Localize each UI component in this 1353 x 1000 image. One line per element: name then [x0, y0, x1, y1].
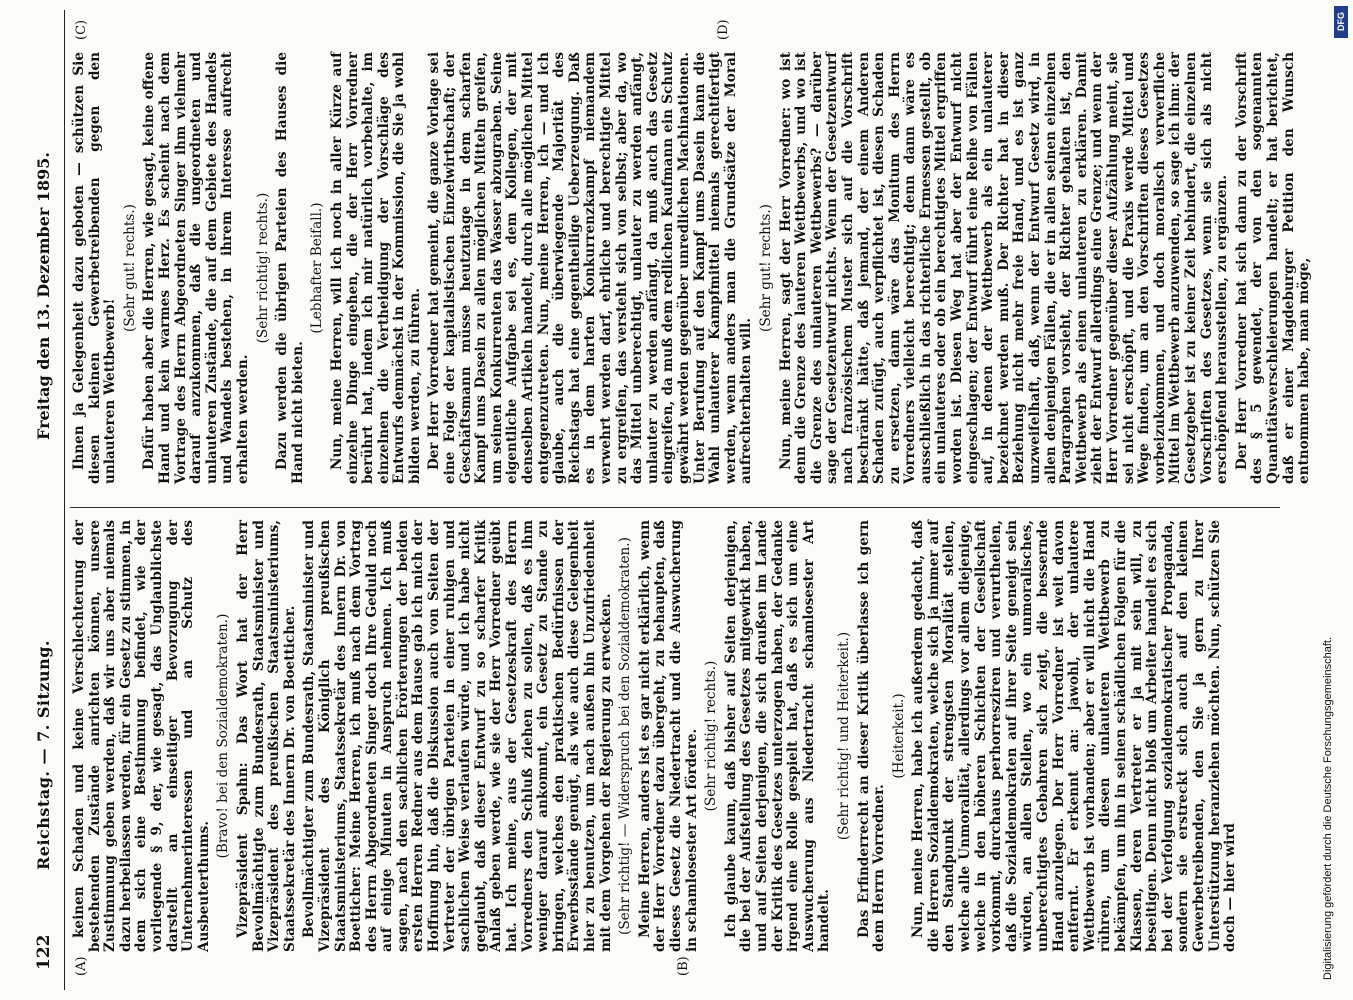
paragraph: Ich glaube kaum, daß bisher auf Seiten derjenigen, die bei der Aufstellung des Gesetzes mitgewirkt haben, und auf Seiten derjenigen, die sich draußen im Lande der Kritik des Gesetzes unterzogen haben, der Gedanke irgend eine Rolle gespielt hat, daß es sich um eine Auswucherung aus Niedertracht schamlosester Art handelt.	[722, 520, 833, 952]
interjection: (Sehr richtig! rechts.)	[703, 660, 720, 812]
paragraph: keinen Schaden und keine Verschlechterung der bestehenden Zustände anrichten können, unsere Zustimmung geben werden, daß wir uns aber niemals dazu herbeilassen werden, für ein Gesetz zu stimmen, in dem sich eine Bestimmung befindet, wie der vorliegende § 9, der, wie gesagt, das Unglaublichste darstellt an einseitiger Bevorzugung der Unternehmerinteressen und an Schutz des Ausbeuterthums.	[71, 520, 212, 952]
paragraph: Nun, meine Herren, sagt der Herr Vorredner: wo ist denn die Grenze des lauteren Wettbewerbs, und wo ist die Grenze des unlauteren Wettbewerbs? — darüber sage der Gesetzentwurf nichts. Wenn der Gesetzentwurf nach französischem Muster sich auf die Vorschrift beschränkt hätte, daß jemand, der einem Anderen Schaden zufügt, auch verpflichtet ist, diesen Schaden zu ersetzen, dann wäre das Monitum des Herrn Vorredners vielleicht berechtigt; denn dann wäre es ausschließlich in das richterliche Ermessen gestellt, ob ein unlauteres oder ob ein berechtigtes Mittel ergriffen worden ist. Diesen Weg hat aber der Entwurf nicht eingeschlagen; der Entwurf führt eine Reihe von Fällen auf, in denen der Wettbewerb als ein unlauterer bezeichnet werden muß. Der Richter hat in dieser Beziehung nicht mehr freie Hand, und es ist ganz unzweifelhaft, daß, wenn der Entwurf Gesetz wird, in allen denjenigen Fällen, die er in allen seinen einzelnen Paragraphen vorsieht, der Richter gehalten ist, den Wettbewerb als einen unlauteren zu erklären. Damit zieht der Entwurf allerdings eine Grenze; und wenn der Herr Vorredner gegenüber dieser Aufzählung meint, sie sei nicht erschöpft, und die Praxis werde Mittel und Wege finden, um an den Vorschriften dieses Gesetzes vorbeizukommen, und doch moralisch verwerfliche Mittel im Wettbewerb anzuwenden, so sage ich ihm: der Gesetzgeber ist zu keiner Zeit behindert, die einzelnen Vorschriften des Gesetzes, wenn sie sich als nicht erschöpfend herausstellen, zu ergänzen.	[777, 52, 1231, 484]
dfg-logo: DFG	[1334, 6, 1348, 38]
margin-marker-d: (D)	[716, 19, 731, 40]
interjection: (Heiterkeit.)	[890, 693, 907, 779]
paragraph: Dazu werden die übrigen Parteien des Hauses die Hand nicht bieten.	[274, 52, 306, 484]
paragraph: Meine Herren, anders ist es gar nicht erklärlich, wenn der Herr Vorredner dazu übergeht, zu behaupten, daß dieses Gesetz die Niedertracht und die Auswucherung in schamlosester Art fördere.	[636, 520, 700, 952]
digitization-credit: Digitalisierung gefördert durch die Deutsche Forschungsgemeinschaft.	[1322, 636, 1334, 980]
paragraph: Der Herr Vorredner hat sich dann zu der Vorschrift des § 5 gewendet, der von den sogenannten Quantitätsverschleierungen handelt; er hat berichtet, daß er einer Magdeburger Petition den Wunsch entnommen habe, man möge,	[1233, 52, 1313, 484]
header-rule	[64, 10, 65, 990]
paragraph: Nun, meine Herren, habe ich außerdem gedacht, daß die Herren Sozialdemokraten, welche sich ja immer auf den Standpunkt der strengsten Moralität stellen, welche alle Unmoralität, allerdings vor allem diejenige, welche in den höheren Schichten der Gesellschaft vorkommt, durchaus perhorresziren und verurtheilen, daß die Sozialdemokraten auf ihrer Seite geneigt sein würden, an allen Stellen, wo ein unmoralisches, unberechtigtes Gebahren sich zeigt, die bessernde Hand anzulegen. Der Herr Vorredner ist weit davon entfernt. Er erkennt an: jawohl, der unlautere Wettbewerb ist vorhanden; aber er will nicht die Hand rühren, um diesen unlauteren Wettbewerb zu bekämpfen, um ihn in seinen schädlichen Folgen für die Klassen, deren Vertreter er ja mit sein will, zu beseitigen. Denn nicht bloß um Arbeiter handelt es sich bei der Verfolgung sozialdemokratischer Propaganda, sondern sie erstreckt sich auch auf den kleinen Gewerbetreibenden, den Sie ja gern zu Ihrer Unterstützung heranziehen möchten. Nun, schützen Sie doch — hier wird	[910, 520, 1239, 952]
interjection: (Sehr richtig! rechts.)	[254, 192, 271, 344]
interjection: (Lebhafter Beifall.)	[309, 202, 326, 334]
interjection: (Sehr gut! rechts.)	[121, 204, 138, 332]
column-divider	[70, 507, 1280, 508]
rotated-page-content	[26, 0, 1326, 1000]
interjection: (Sehr gut! rechts.)	[757, 204, 774, 332]
page-number: 122	[34, 934, 54, 970]
paragraph: Dafür haben aber die Herren, wie gesagt, keine offene Hand und kein warmes Herz. Es scheint nach dem Vortrage des Herrn Abgeordneten Singer ihm vielmehr darauf anzukommen, daß die ungeordneten und unlauteren Zustände, die auf dem Gebiete des Handels und Wandels bestehen, in ihrem Interesse aufrecht erhalten werden.	[141, 52, 251, 484]
margin-marker-c: (C)	[74, 19, 89, 40]
paragraph: Nun, meine Herren, will ich noch in aller Kürze auf einzelne Dinge eingehen, die der Herr Vorredner berührt hat, indem ich mir natürlich vorbehalte, im einzelnen die Vertheidigung der Vorschläge des Entwurfs demnächst in der Kommission, die Sie ja wohl bilden werden, zu führen.	[328, 52, 423, 484]
header-session: Reichstag. — 7. Sitzung.	[34, 640, 53, 870]
text-column-left	[72, 520, 1243, 952]
paragraph: Bevollmächtigter zum Bundesrath, Staatsminister und Vizepräsident des Königlich preußischen Staatsministeriums, Staatssekretär des Innern Dr. von Boetticher: Meine Herren, ich muß nach dem Vortrag des Herrn Abgeordneten Singer doch Ihre Geduld noch auf einige Minuten in Anspruch nehmen. Ich muß sagen, nach den sachlichen Erörterungen der beiden ersten Herren Redner aus dem Hause gab ich mich der Hoffnung hin, daß die Diskussion auch von Seiten der Vertreter der übrigen Parteien in einer ruhigen und sachlichen Weise verlaufen würde, und ich habe nicht geglaubt, daß dieser Entwurf zu so scharfer Kritik Anlaß geben werde, wie sie der Herr Vorredner geübt hat. Ich meine, aus der Gesetzeskraft des Herrn Vorredners den Schluß ziehen zu sollen, daß es ihm weniger darauf ankommt, ein Gesetz zu Stande zu bringen, welches den praktischen Bedürfnissen der Erwerbsstände genügt, als wie auch diese Gelegenheit hier zu benutzen, um nach außen hin Unzufriedenheit mit dem Vorgehen der Regierung zu erwecken.	[301, 520, 614, 952]
interjection: (Sehr richtig! — Widerspruch bei den Sozialdemokraten.)	[617, 537, 634, 935]
margin-marker-a: (A)	[74, 956, 89, 976]
text-column-right	[72, 52, 1317, 484]
paragraph: Ihnen ja Gelegenheit dazu geboten — schützen Sie diesen kleinen Gewerbetreibenden gegen den unlauteren Wettbewerb!	[71, 52, 119, 484]
interjection: (Sehr richtig! und Heiterkeit.)	[835, 631, 852, 841]
interjection: (Bravo! bei den Sozialdemokraten.)	[215, 613, 232, 859]
margin-marker-b: (B)	[676, 956, 691, 976]
page-header	[26, 0, 62, 1000]
paragraph: Vizepräsident Spahn: Das Wort hat der Herr Bevollmächtigte zum Bundesrath, Staatsminister und Vizepräsident des preußischen Staatsministeriums, Staatssekretär des Innern Dr. von Boetticher.	[234, 520, 298, 952]
paragraph: Der Herr Vorredner hat gemeint, die ganze Vorlage sei eine Folge der kapitalistischen Einzelwirthschaft; der Geschäftsmann müsse heutzutage in dem scharfen Kampf ums Dasein zu allen möglichen Mitteln greifen, um seinen Konkurrenten das Wasser abzugraben. Seine eigentliche Aufgabe sei es, dem Kollegen, der mit denselben Artikeln handelt, durch alle möglichen Mittel entgegenzutreten. Nun, meine Herren, ich — und ich glaube, auch die überwiegende Majorität des Reichstags hat eine gegentheilige Ueberzeugung. Daß es in dem harten Konkurrenzkampf niemandem verwehrt werden darf, ehrliche und berechtigte Mittel zu ergreifen, das versteht sich von selbst; aber da, wo das Mittel unberechtigt, unlauter zu werden anfängt, unlauter zu werden anfängt, da muß auch das Gesetz eingreifen, da muß dem redlichen Kaufmann ein Schutz gewährt werden gegenüber unredlichen Machinationen. Unter Berufung auf den Kampf ums Dasein kann die Wahl unlauterer Kampfmittel niemals gerechtfertigt werden, wenn anders man die Grundsätze der Moral aufrechterhalten will.	[426, 52, 755, 484]
header-date: Freitag den 13. Dezember 1895.	[34, 152, 53, 440]
paragraph: Das Erfinderrecht an dieser Kritik überlasse ich gern dem Herrn Vorredner.	[855, 520, 888, 952]
